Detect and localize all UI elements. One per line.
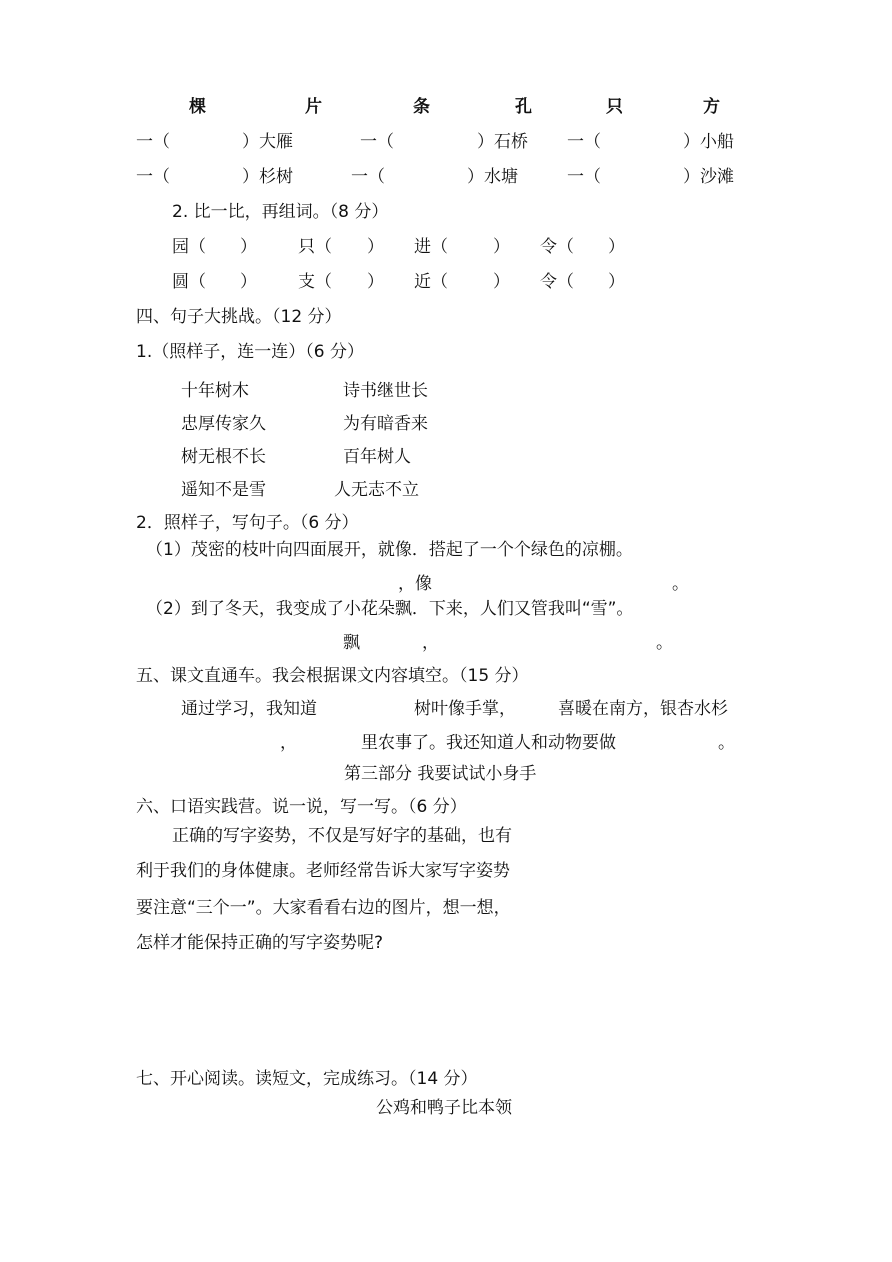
measure-word: 孔 <box>515 97 532 117</box>
match-item-right: 为有暗香来 <box>343 414 428 434</box>
paragraph-line: 正确的写字姿势，不仅是写好字的基础，也有 <box>172 826 512 846</box>
fill-text: ， <box>280 733 297 753</box>
word-prefix: 进（ <box>414 237 448 257</box>
word-suffix: ） <box>608 272 625 292</box>
fill-blank-suffix: ）沙滩 <box>683 167 734 187</box>
match-item-right: 诗书继世长 <box>343 381 428 401</box>
word-prefix: 令（ <box>540 272 574 292</box>
sentence-template: 飘 <box>343 633 360 653</box>
example-sentence: （2）到了冬天，我变成了小花朵飘．下来，人们又管我叫“雪”。 <box>146 599 634 619</box>
paragraph-line: 利于我们的身体健康。老师经常告诉大家写字姿势 <box>136 861 510 881</box>
section-title: 五、课文直通车。我会根据课文内容填空。（15 分） <box>136 666 529 686</box>
fill-blank-prefix: 一（ <box>567 167 601 187</box>
word-prefix: 近（ <box>414 272 448 292</box>
sentence-period: 。 <box>656 633 673 653</box>
fill-blank-suffix: ）大雁 <box>242 132 293 152</box>
question-title: 2. 比一比，再组词。（8 分） <box>172 202 389 222</box>
fill-blank-suffix: ）杉树 <box>242 167 293 187</box>
word-prefix: 园（ <box>172 237 206 257</box>
measure-word: 条 <box>413 97 430 117</box>
section-title: 七、开心阅读。读短文，完成练习。（14 分） <box>136 1069 478 1089</box>
paragraph-line: 怎样才能保持正确的写字姿势呢? <box>136 933 384 953</box>
measure-word: 只 <box>606 97 623 117</box>
fill-blank-suffix: ）石桥 <box>477 132 528 152</box>
fill-text: 树叶像手掌， <box>414 699 516 719</box>
match-item-left: 十年树木 <box>181 381 249 401</box>
measure-word: 片 <box>305 97 322 117</box>
example-sentence: （1）茂密的枝叶向四面展开，就像．搭起了一个个绿色的凉棚。 <box>146 540 633 560</box>
part-title: 第三部分 我要试试小身手 <box>344 764 537 784</box>
match-item-left: 遥知不是雪 <box>181 480 266 500</box>
word-suffix: ） <box>240 237 257 257</box>
measure-word: 棵 <box>189 97 206 117</box>
fill-blank-suffix: ）小船 <box>683 132 734 152</box>
fill-blank-prefix: 一（ <box>136 167 170 187</box>
question-title: 2．照样子，写句子。（6 分） <box>136 513 359 533</box>
fill-blank-prefix: 一（ <box>360 132 394 152</box>
sentence-template: ， <box>422 633 439 653</box>
section-title: 六、口语实践营。说一说，写一写。（6 分） <box>136 797 467 817</box>
fill-blank-prefix: 一（ <box>136 132 170 152</box>
fill-blank-suffix: ）水塘 <box>467 167 518 187</box>
fill-text: 喜暖在南方，银杏水杉 <box>558 699 728 719</box>
fill-text: 里农事了。我还知道人和动物要做 <box>361 733 616 753</box>
word-prefix: 只（ <box>298 237 332 257</box>
word-suffix: ） <box>367 272 384 292</box>
sentence-period: 。 <box>672 574 689 594</box>
fill-blank-prefix: 一（ <box>567 132 601 152</box>
word-suffix: ） <box>608 237 625 257</box>
sentence-template: ，像 <box>398 574 432 594</box>
word-prefix: 圆（ <box>172 272 206 292</box>
match-item-right: 人无志不立 <box>334 480 419 500</box>
fill-text: 通过学习，我知道 <box>181 699 317 719</box>
measure-word: 方 <box>703 97 720 117</box>
section-title: 四、句子大挑战。（12 分） <box>136 307 342 327</box>
word-prefix: 支（ <box>298 272 332 292</box>
fill-blank-prefix: 一（ <box>351 167 385 187</box>
match-item-left: 忠厚传家久 <box>181 414 266 434</box>
match-item-right: 百年树人 <box>343 447 411 467</box>
word-suffix: ） <box>493 272 510 292</box>
paragraph-line: 要注意“三个一”。大家看看右边的图片，想一想， <box>136 898 511 918</box>
word-suffix: ） <box>493 237 510 257</box>
question-title: 1.（照样子，连一连）（6 分） <box>136 342 364 362</box>
word-suffix: ） <box>240 272 257 292</box>
match-item-left: 树无根不长 <box>181 447 266 467</box>
word-prefix: 令（ <box>540 237 574 257</box>
story-title: 公鸡和鸭子比本领 <box>376 1098 512 1118</box>
fill-text: 。 <box>718 733 735 753</box>
word-suffix: ） <box>367 237 384 257</box>
